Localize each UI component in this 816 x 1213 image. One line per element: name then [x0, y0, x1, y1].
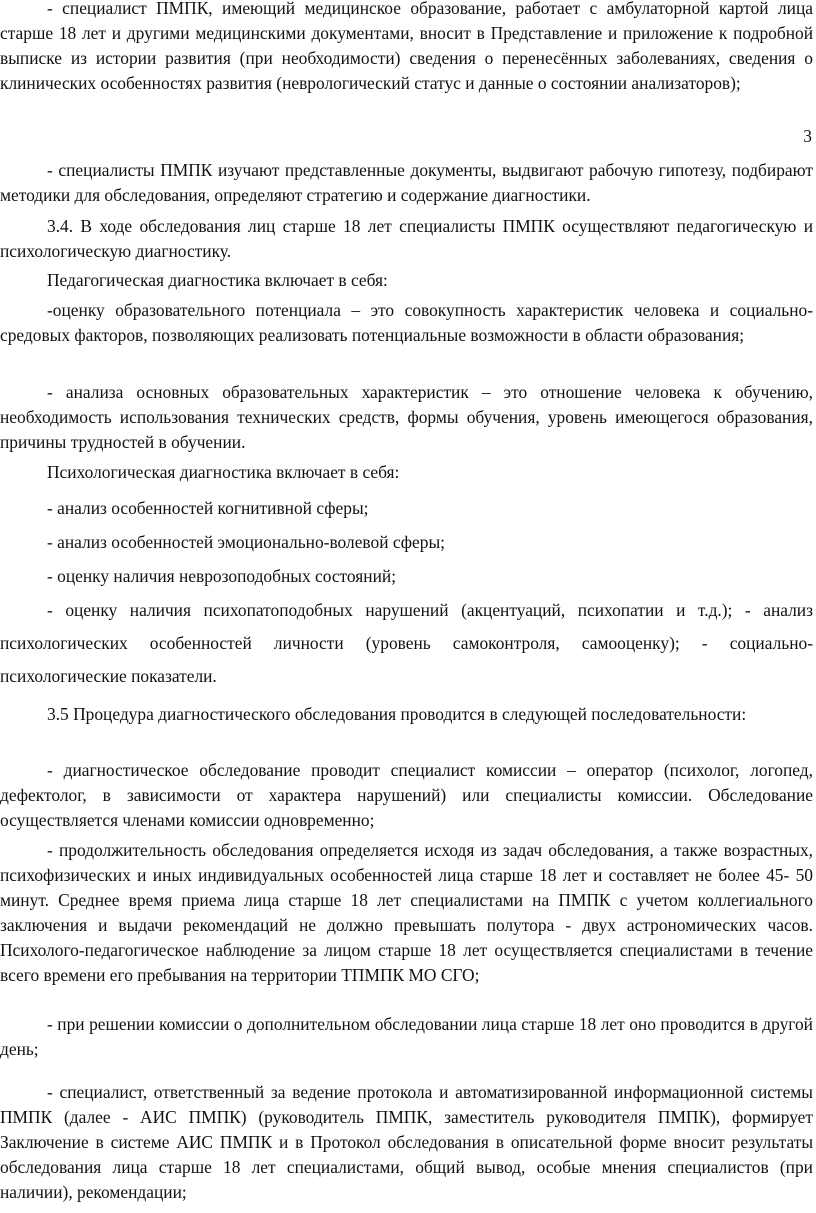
list-item-cognitive: - анализ особенностей когнитивной сферы; [47, 498, 369, 518]
paragraph-psychological-diagnostics-heading: Психологическая диагностика включает в себя: [47, 462, 400, 482]
paragraph-protocol-specialist: - специалист, ответственный за ведение протокола и автоматизированной информационной системы ПМПК (далее - АИС ПМПК) (руководитель ПМПК, заместитель руководителя ПМПК), формирует Заключение в системе АИС ПМПК и в Протокол обследования в описательной форме вносит результаты обследования лица старше 18 лет специалистами, общий вывод, особые мнения специалистов (при наличии), рекомендации; [0, 1082, 813, 1202]
paragraph-psychopathic-disorders: - оценку наличия психопатоподобных нарушений (акцентуаций, психопатии и т.д.); - анализ психологических особенностей личности (уровень самоконтроля, самооценку); - социально-психологические показатели. [0, 600, 813, 686]
paragraph-section-3-4: 3.4. В ходе обследования лиц старше 18 лет специалисты ПМПК осуществляют педагогическую и психологическую диагностику. [0, 216, 813, 261]
paragraph-pedagogical-diagnostics-heading: Педагогическая диагностика включает в себя: [47, 270, 388, 290]
paragraph-diagnostic-examination: - диагностическое обследование проводит специалист комиссии – оператор (психолог, логопед, дефектолог, в зависимости от характера нарушений) или специалисты комиссии. Обследование осуществляется членами комиссии одновременно; [0, 760, 813, 830]
page-number: 3 [803, 126, 812, 146]
paragraph-section-3-5: 3.5 Процедура диагностического обследования проводится в следующей последовательности: [47, 704, 747, 724]
paragraph-educational-characteristics: - анализа основных образовательных характеристик – это отношение человека к обучению, необходимость использования технических средств, формы обучения, уровень имеющегося образования, причины трудностей в обучении. [0, 382, 813, 452]
paragraph-additional-examination: - при решении комиссии о дополнительном обследовании лица старше 18 лет оно проводится в другой день; [0, 1014, 813, 1059]
paragraph-educational-potential: -оценку образовательного потенциала – это совокупность характеристик человека и социально-средовых факторов, позволяющих реализовать потенциальные возможности в области образования; [0, 300, 813, 345]
paragraph-examination-duration: - продолжительность обследования определяется исходя из задач обследования, а также возрастных, психофизических и иных индивидуальных особенностей лица старше 18 лет и составляет не более 45- 50 минут. Среднее время приема лица старше 18 лет специалистами на ПМПК с учетом коллегиального заключения и выдачи рекомендаций не должно превышать полутора - двух астрономических часов. Психолого-педагогическое наблюдение за лицом старше 18 лет осуществляется специалистами в течение всего времени его пребывания на территории ТПМПК МО СГО; [0, 840, 813, 985]
list-item-neurosis: - оценку наличия неврозоподобных состояний; [47, 566, 397, 586]
paragraph-medical-specialist: - специалист ПМПК, имеющий медицинское образование, работает с амбулаторной картой лица старше 18 лет и другими медицинскими документами, вносит в Представление и приложение к подробной выписке из истории развития (при необходимости) сведения о перенесённых заболеваниях, сведения о клинических особенностях развития (неврологический статус и данные о состоянии анализаторов); [0, 0, 813, 93]
paragraph-specialists-study-documents: - специалисты ПМПК изучают представленные документы, выдвигают рабочую гипотезу, подбирают методики для обследования, определяют стратегию и содержание диагностики. [0, 160, 813, 205]
list-item-emotional: - анализ особенностей эмоционально-волевой сферы; [47, 532, 445, 552]
